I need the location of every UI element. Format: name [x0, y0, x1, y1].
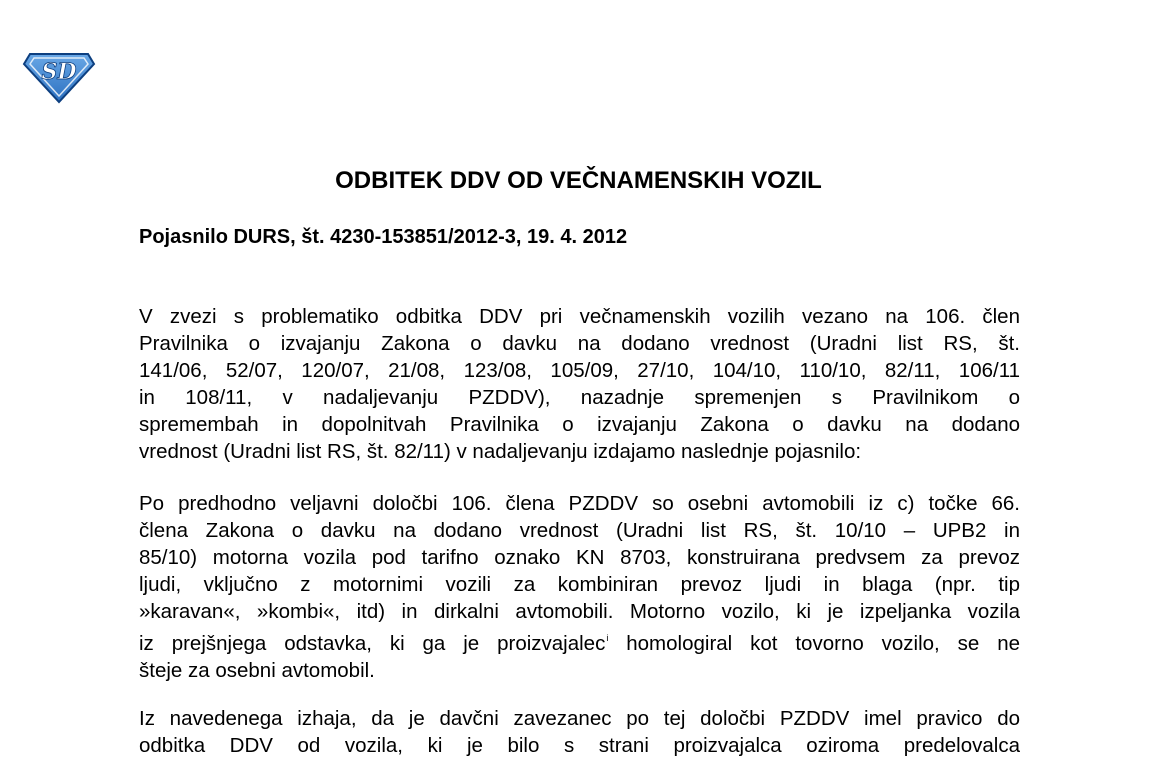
text-line: spremembah in dopolnitvah Pravilnika o izvajanju Zakona o davku na dodano	[139, 413, 1020, 436]
text-line: Pravilnika o izvajanju Zakona o davku na dodano vrednost (Uradni list RS, št.	[139, 332, 1020, 355]
text-line: Po predhodno veljavni določbi 106. člena PZDDV so osebni avtomobili iz c) točke 66.	[139, 492, 1020, 515]
text-line: odbitka DDV od vozila, ki je bilo s strani proizvajalca oziroma predelovalca	[139, 734, 1020, 757]
document-title: ODBITEK DDV OD VEČNAMENSKIH VOZIL	[335, 167, 822, 194]
text-line: 85/10) motorna vozila pod tarifno oznako KN 8703, konstruirana predvsem za prevoz	[139, 546, 1020, 569]
text-line: V zvezi s problematiko odbitka DDV pri večnamenskih vozilih vezano na 106. člen	[139, 305, 1020, 328]
footnote-mark[interactable]: i	[606, 633, 609, 643]
text-segment: homologiral kot tovorno vozilo, se ne	[626, 632, 1020, 655]
text-line: člena Zakona o davku na dodano vrednost (Uradni list RS, št. 10/10 – UPB2 in	[139, 519, 1020, 542]
text-segment: iz prejšnjega odstavka, ki ga je proizvajalec	[139, 632, 606, 655]
document-subtitle: Pojasnilo DURS, št. 4230-153851/2012-3, 19. 4. 2012	[139, 226, 628, 248]
text-line: »karavan«, »kombi«, itd) in dirkalni avtomobili. Motorno vozilo, ki je izpeljanka vozila	[139, 600, 1020, 623]
text-line-with-footnote	[139, 625, 1020, 657]
sd-shield-logo	[22, 50, 96, 104]
paragraph-definition	[139, 490, 1020, 684]
text-line: šteje za osebni avtomobil.	[139, 659, 375, 682]
paragraph-intro	[139, 303, 1020, 465]
text-line: Iz navedenega izhaja, da je davčni zavezanec po tej določbi PZDDV imel pravico do	[139, 707, 1020, 730]
text-line: vrednost (Uradni list RS, št. 82/11) v nadaljevanju izdajamo naslednje pojasnilo:	[139, 440, 862, 463]
text-line: in 108/11, v nadaljevanju PZDDV), nazadnje spremenjen s Pravilnikom o	[139, 386, 1020, 409]
text-line: ljudi, vključno z motornimi vozili za kombiniran prevoz ljudi in blaga (npr. tip	[139, 573, 1020, 596]
logo-text: SD	[41, 59, 77, 85]
text-line: 141/06, 52/07, 120/07, 21/08, 123/08, 105/09, 27/10, 104/10, 110/10, 82/11, 106/11	[139, 359, 1020, 382]
paragraph-conclusion	[139, 705, 1020, 759]
